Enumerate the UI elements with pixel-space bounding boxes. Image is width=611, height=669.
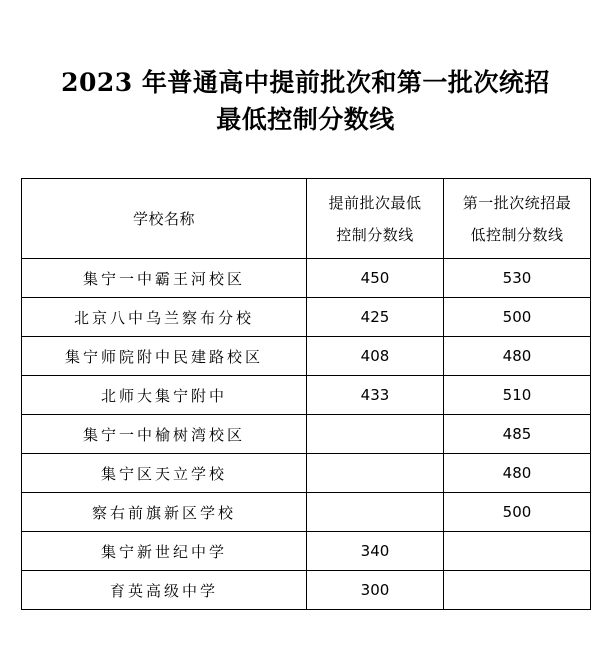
header-early-line-2: 控制分数线 bbox=[336, 225, 414, 244]
first-score-cell: 530 bbox=[444, 259, 591, 298]
early-score-cell: 340 bbox=[307, 532, 444, 571]
header-early-batch bbox=[307, 179, 444, 259]
header-early-line-1: 提前批次最低 bbox=[328, 193, 422, 212]
table-header-row bbox=[22, 179, 591, 259]
early-score-cell bbox=[307, 454, 444, 493]
school-name-cell: 集宁师院附中民建路校区 bbox=[22, 337, 307, 376]
school-name-cell: 集宁区天立学校 bbox=[22, 454, 307, 493]
early-score-cell bbox=[307, 415, 444, 454]
first-score-cell: 510 bbox=[444, 376, 591, 415]
table-row bbox=[22, 454, 591, 493]
score-table bbox=[21, 178, 591, 610]
table-row bbox=[22, 571, 591, 610]
first-score-cell: 480 bbox=[444, 454, 591, 493]
school-name-cell: 集宁一中霸王河校区 bbox=[22, 259, 307, 298]
header-school bbox=[22, 179, 307, 259]
table-row bbox=[22, 259, 591, 298]
title-line-1: 2023 年普通高中提前批次和第一批次统招 bbox=[61, 68, 550, 97]
header-first-line-2: 低控制分数线 bbox=[470, 225, 564, 244]
title-line-2: 最低控制分数线 bbox=[216, 105, 395, 134]
table-row bbox=[22, 337, 591, 376]
early-score-cell: 433 bbox=[307, 376, 444, 415]
school-name-cell: 北京八中乌兰察布分校 bbox=[22, 298, 307, 337]
early-score-cell: 408 bbox=[307, 337, 444, 376]
school-name-cell: 育英高级中学 bbox=[22, 571, 307, 610]
first-score-cell: 500 bbox=[444, 493, 591, 532]
first-score-cell bbox=[444, 532, 591, 571]
header-first-batch-label bbox=[463, 187, 572, 251]
first-score-cell: 500 bbox=[444, 298, 591, 337]
school-name-cell: 北师大集宁附中 bbox=[22, 376, 307, 415]
early-score-cell bbox=[307, 493, 444, 532]
table-row bbox=[22, 532, 591, 571]
table-row bbox=[22, 493, 591, 532]
first-score-cell: 485 bbox=[444, 415, 591, 454]
document-title bbox=[0, 64, 611, 138]
school-name-cell: 察右前旗新区学校 bbox=[22, 493, 307, 532]
header-early-batch-label bbox=[328, 187, 421, 251]
header-school-label: 学校名称 bbox=[132, 209, 195, 228]
header-first-line-1: 第一批次统招最 bbox=[462, 193, 572, 212]
table-row bbox=[22, 415, 591, 454]
school-name-cell: 集宁新世纪中学 bbox=[22, 532, 307, 571]
table-row bbox=[22, 376, 591, 415]
first-score-cell bbox=[444, 571, 591, 610]
early-score-cell: 425 bbox=[307, 298, 444, 337]
header-first-batch bbox=[444, 179, 591, 259]
early-score-cell: 300 bbox=[307, 571, 444, 610]
table-row bbox=[22, 298, 591, 337]
first-score-cell: 480 bbox=[444, 337, 591, 376]
early-score-cell: 450 bbox=[307, 259, 444, 298]
school-name-cell: 集宁一中榆树湾校区 bbox=[22, 415, 307, 454]
